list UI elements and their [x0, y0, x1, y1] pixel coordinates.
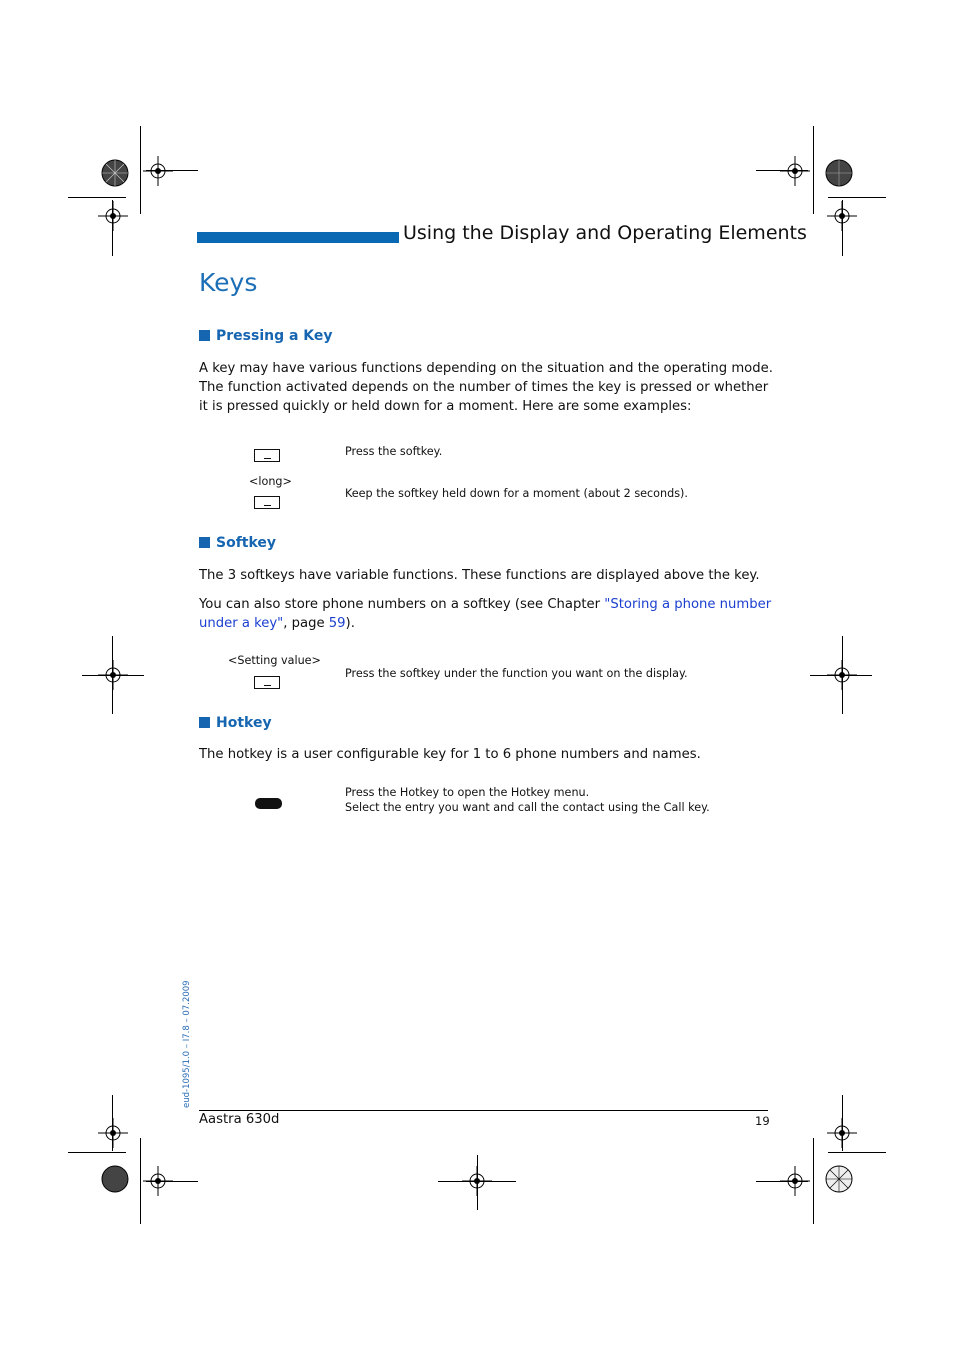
softkey-text-mid: , page	[283, 616, 329, 631]
chapter-link[interactable]: "Storing a phone number under a key"	[199, 597, 772, 631]
crosshair-icon	[143, 156, 173, 186]
document-code: eud-1095/1.0 – I7.8 – 07.2009	[182, 980, 192, 1108]
square-bullet-icon	[199, 330, 210, 341]
crop-target-icon	[824, 1164, 854, 1194]
section-heading-softkey	[199, 535, 276, 551]
section-heading-label: Hotkey	[216, 715, 272, 731]
section-heading-label: Softkey	[216, 535, 277, 551]
page-title: Keys	[199, 268, 258, 297]
softkey-paragraph-2	[199, 595, 774, 633]
setting-value-label: <Setting value>	[228, 654, 321, 667]
crosshair-icon	[98, 201, 128, 231]
long-press-label: <long>	[249, 475, 292, 488]
softkey-icon	[254, 496, 280, 509]
crop-target-icon	[824, 158, 854, 188]
header-accent-bar	[197, 232, 399, 243]
softkey-row-desc: Press the softkey under the function you want on the display.	[345, 667, 688, 680]
crop-target-icon	[100, 158, 130, 188]
hotkey-icon	[255, 798, 282, 809]
softkey-text-prefix: You can also store phone numbers on a softkey (see Chapter	[199, 597, 605, 612]
softkey-paragraph-1: The 3 softkeys have variable functions. These functions are displayed above the key.	[199, 568, 760, 583]
crosshair-icon	[780, 156, 810, 186]
hotkey-row-desc-1: Press the Hotkey to open the Hotkey menu.	[345, 786, 590, 799]
softkey-text-suffix: ).	[345, 616, 355, 631]
hotkey-paragraph: The hotkey is a user configurable key for 1 to 6 phone numbers and names.	[199, 747, 701, 762]
pressing-row2-desc: Keep the softkey held down for a moment (about 2 seconds).	[345, 487, 688, 500]
section-heading-pressing	[199, 328, 333, 344]
footer-rule	[199, 1110, 768, 1111]
pressing-row1-desc: Press the softkey.	[345, 445, 443, 458]
page-number: 19	[755, 1114, 770, 1128]
square-bullet-icon	[199, 537, 210, 548]
hotkey-row-desc-2: Select the entry you want and call the contact using the Call key.	[345, 801, 710, 814]
section-heading-label: Pressing a Key	[216, 328, 333, 344]
page-link[interactable]: 59	[328, 616, 346, 631]
header-title: Using the Display and Operating Elements	[403, 222, 807, 244]
softkey-icon	[254, 676, 280, 689]
crop-target-icon	[100, 1164, 130, 1194]
pressing-paragraph: A key may have various functions depending on the situation and the operating mode. The function activated depends on the number of times the key is pressed or whether it is pressed quickly or held down for a moment. Here are some examples:	[199, 361, 773, 414]
footer-product: Aastra 630d	[199, 1112, 280, 1127]
section-heading-hotkey	[199, 715, 272, 731]
square-bullet-icon	[199, 717, 210, 728]
crosshair-icon	[98, 1118, 128, 1148]
softkey-icon	[254, 449, 280, 462]
